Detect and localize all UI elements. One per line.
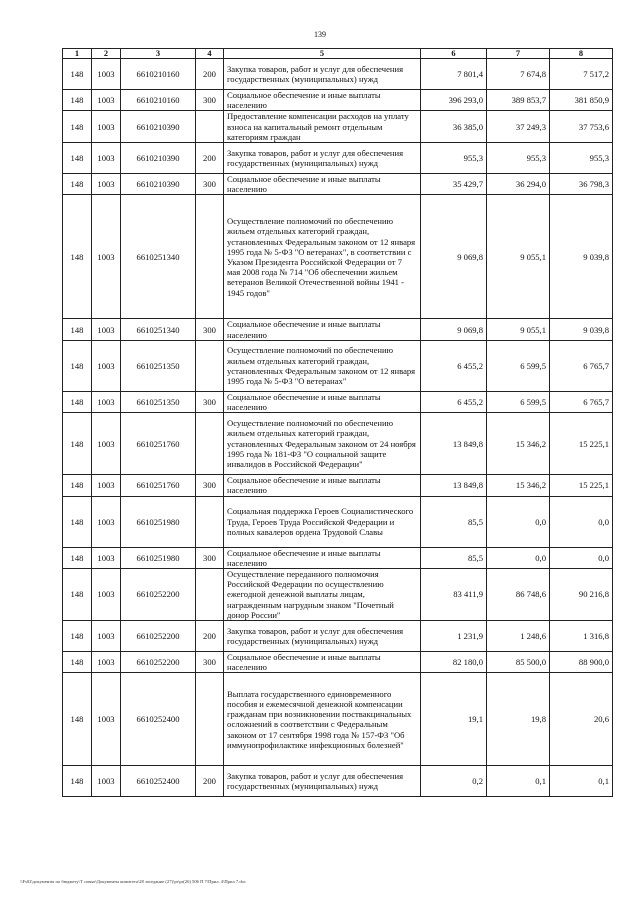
description-cell: Закупка товаров, работ и услуг для обеспечения государственных (муниципальных) нужд <box>224 59 421 90</box>
section-code-cell: 148 <box>63 59 92 90</box>
expense-type-cell <box>196 340 224 391</box>
amount-year-3-cell: 15 225,1 <box>550 413 613 475</box>
column-header: 1 <box>63 49 92 59</box>
expense-type-cell: 300 <box>196 90 224 111</box>
description-cell: Социальное обеспечение и иные выплаты населению <box>224 174 421 195</box>
expense-type-cell: 300 <box>196 547 224 568</box>
table-row <box>63 569 613 621</box>
amount-year-3-cell: 0,0 <box>550 496 613 547</box>
amount-year-2-cell: 36 294,0 <box>487 174 550 195</box>
column-header: 2 <box>92 49 121 59</box>
budget-table <box>62 48 613 797</box>
amount-year-3-cell: 381 850,9 <box>550 90 613 111</box>
expense-type-cell <box>196 195 224 319</box>
subsection-code-cell: 1003 <box>92 143 121 174</box>
column-header: 5 <box>224 49 421 59</box>
target-article-cell: 6610251980 <box>121 547 196 568</box>
table-row <box>63 90 613 111</box>
column-header: 8 <box>550 49 613 59</box>
description-cell: Предоставление компенсации расходов на уплату взноса на капитальный ремонт отдельным категориям граждан <box>224 111 421 143</box>
target-article-cell: 6610210390 <box>121 111 196 143</box>
amount-year-2-cell: 1 248,6 <box>487 621 550 652</box>
amount-year-1-cell: 1 231,9 <box>421 621 487 652</box>
amount-year-3-cell: 6 765,7 <box>550 340 613 391</box>
section-code-cell: 148 <box>63 391 92 412</box>
table-row <box>63 174 613 195</box>
amount-year-1-cell: 9 069,8 <box>421 195 487 319</box>
amount-year-3-cell: 9 039,8 <box>550 319 613 340</box>
column-header: 7 <box>487 49 550 59</box>
subsection-code-cell: 1003 <box>92 621 121 652</box>
target-article-cell: 6610252200 <box>121 621 196 652</box>
subsection-code-cell: 1003 <box>92 496 121 547</box>
target-article-cell: 6610251760 <box>121 413 196 475</box>
description-cell: Социальное обеспечение и иные выплаты населению <box>224 90 421 111</box>
expense-type-cell <box>196 673 224 766</box>
amount-year-2-cell: 15 346,2 <box>487 475 550 496</box>
target-article-cell: 6610252200 <box>121 569 196 621</box>
amount-year-1-cell: 7 801,4 <box>421 59 487 90</box>
section-code-cell: 148 <box>63 621 92 652</box>
amount-year-1-cell: 83 411,9 <box>421 569 487 621</box>
section-code-cell: 148 <box>63 475 92 496</box>
subsection-code-cell: 1003 <box>92 195 121 319</box>
section-code-cell: 148 <box>63 496 92 547</box>
subsection-code-cell: 1003 <box>92 766 121 797</box>
subsection-code-cell: 1003 <box>92 59 121 90</box>
target-article-cell: 6610251980 <box>121 496 196 547</box>
amount-year-3-cell: 15 225,1 <box>550 475 613 496</box>
amount-year-3-cell: 9 039,8 <box>550 195 613 319</box>
target-article-cell: 6610210160 <box>121 90 196 111</box>
file-path-footer: \\Fs02\документы по бюджету\Т совые\Документы комитета\28 заседание (27)\pr\pr(26) 506 П 7\Прил. 4\Прил 7.doc <box>20 879 246 884</box>
target-article-cell: 6610252400 <box>121 673 196 766</box>
amount-year-3-cell: 7 517,2 <box>550 59 613 90</box>
amount-year-1-cell: 13 849,8 <box>421 413 487 475</box>
amount-year-1-cell: 19,1 <box>421 673 487 766</box>
expense-type-cell: 300 <box>196 391 224 412</box>
section-code-cell: 148 <box>63 174 92 195</box>
amount-year-3-cell: 20,6 <box>550 673 613 766</box>
target-article-cell: 6610251340 <box>121 319 196 340</box>
expense-type-cell: 200 <box>196 621 224 652</box>
amount-year-1-cell: 0,2 <box>421 766 487 797</box>
amount-year-2-cell: 9 055,1 <box>487 195 550 319</box>
amount-year-2-cell: 19,8 <box>487 673 550 766</box>
section-code-cell: 148 <box>63 673 92 766</box>
amount-year-1-cell: 9 069,8 <box>421 319 487 340</box>
section-code-cell: 148 <box>63 319 92 340</box>
table-row <box>63 652 613 673</box>
subsection-code-cell: 1003 <box>92 413 121 475</box>
target-article-cell: 6610251350 <box>121 340 196 391</box>
section-code-cell: 148 <box>63 766 92 797</box>
amount-year-3-cell: 955,3 <box>550 143 613 174</box>
amount-year-2-cell: 0,0 <box>487 547 550 568</box>
expense-type-cell: 300 <box>196 319 224 340</box>
subsection-code-cell: 1003 <box>92 111 121 143</box>
table-row <box>63 340 613 391</box>
subsection-code-cell: 1003 <box>92 547 121 568</box>
table-row <box>63 475 613 496</box>
subsection-code-cell: 1003 <box>92 673 121 766</box>
amount-year-3-cell: 0,0 <box>550 547 613 568</box>
section-code-cell: 148 <box>63 413 92 475</box>
table-row <box>63 319 613 340</box>
description-cell: Закупка товаров, работ и услуг для обеспечения государственных (муниципальных) нужд <box>224 621 421 652</box>
target-article-cell: 6610252200 <box>121 652 196 673</box>
section-code-cell: 148 <box>63 111 92 143</box>
subsection-code-cell: 1003 <box>92 174 121 195</box>
description-cell: Социальное обеспечение и иные выплаты населению <box>224 319 421 340</box>
amount-year-3-cell: 36 798,3 <box>550 174 613 195</box>
table-row <box>63 766 613 797</box>
expense-type-cell <box>196 111 224 143</box>
column-header: 3 <box>121 49 196 59</box>
page-number: 139 <box>314 30 326 39</box>
amount-year-1-cell: 396 293,0 <box>421 90 487 111</box>
subsection-code-cell: 1003 <box>92 319 121 340</box>
expense-type-cell <box>196 413 224 475</box>
column-header: 4 <box>196 49 224 59</box>
section-code-cell: 148 <box>63 340 92 391</box>
table-row <box>63 391 613 412</box>
amount-year-2-cell: 86 748,6 <box>487 569 550 621</box>
target-article-cell: 6610210390 <box>121 174 196 195</box>
amount-year-2-cell: 7 674,8 <box>487 59 550 90</box>
amount-year-2-cell: 0,1 <box>487 766 550 797</box>
description-cell: Осуществление полномочий по обеспечению жильем отдельных категорий граждан, установленных Федеральным законом от 12 января 1995 года № 5-ФЗ "О ветеранах", в соответствии с Указом Президента Российской Федерации от 7 мая 2008 года № 714 "Об обеспечении жильем ветеранов Великой Отечественной войны 1941 - 1945 годов" <box>224 195 421 319</box>
table-row <box>63 673 613 766</box>
target-article-cell: 6610210160 <box>121 59 196 90</box>
amount-year-2-cell: 389 853,7 <box>487 90 550 111</box>
amount-year-2-cell: 955,3 <box>487 143 550 174</box>
amount-year-2-cell: 6 599,5 <box>487 340 550 391</box>
amount-year-3-cell: 6 765,7 <box>550 391 613 412</box>
target-article-cell: 6610251340 <box>121 195 196 319</box>
amount-year-1-cell: 955,3 <box>421 143 487 174</box>
amount-year-1-cell: 85,5 <box>421 547 487 568</box>
target-article-cell: 6610251350 <box>121 391 196 412</box>
subsection-code-cell: 1003 <box>92 90 121 111</box>
amount-year-2-cell: 0,0 <box>487 496 550 547</box>
expense-type-cell <box>196 496 224 547</box>
amount-year-1-cell: 82 180,0 <box>421 652 487 673</box>
description-cell: Осуществление полномочий по обеспечению жильем отдельных категорий граждан, установленных Федеральным законом от 12 января 1995 года № 5-ФЗ "О ветеранах" <box>224 340 421 391</box>
table-row <box>63 547 613 568</box>
description-cell: Социальная поддержка Героев Социалистического Труда, Героев Труда Российской Федерации и полных кавалеров ордена Трудовой Славы <box>224 496 421 547</box>
section-code-cell: 148 <box>63 569 92 621</box>
description-cell: Осуществление переданного полномочия Российской Федерации по осуществлению ежегодной денежной выплаты лицам, награжденным нагрудным знаком "Почетный донор России" <box>224 569 421 621</box>
expense-type-cell <box>196 569 224 621</box>
description-cell: Осуществление полномочий по обеспечению жильем отдельных категорий граждан, установленных Федеральным законом от 24 ноября 1995 года № 181-ФЗ "О социальной защите инвалидов в Российской Федерации" <box>224 413 421 475</box>
description-cell: Закупка товаров, работ и услуг для обеспечения государственных (муниципальных) нужд <box>224 143 421 174</box>
amount-year-3-cell: 1 316,8 <box>550 621 613 652</box>
description-cell: Закупка товаров, работ и услуг для обеспечения государственных (муниципальных) нужд <box>224 766 421 797</box>
amount-year-1-cell: 35 429,7 <box>421 174 487 195</box>
amount-year-1-cell: 85,5 <box>421 496 487 547</box>
section-code-cell: 148 <box>63 143 92 174</box>
section-code-cell: 148 <box>63 195 92 319</box>
amount-year-1-cell: 6 455,2 <box>421 391 487 412</box>
amount-year-1-cell: 6 455,2 <box>421 340 487 391</box>
table-row <box>63 111 613 143</box>
section-code-cell: 148 <box>63 90 92 111</box>
table-row <box>63 496 613 547</box>
amount-year-2-cell: 85 500,0 <box>487 652 550 673</box>
description-cell: Выплата государственного единовременного пособия и ежемесячной денежной компенсации гражданам при возникновении поствакцинальных осложнений в соответствии с Федеральным законом от 17 сентября 1998 года № 157-ФЗ "Об иммунопрофилактике инфекционных болезней" <box>224 673 421 766</box>
amount-year-3-cell: 90 216,8 <box>550 569 613 621</box>
target-article-cell: 6610252400 <box>121 766 196 797</box>
section-code-cell: 148 <box>63 547 92 568</box>
description-cell: Социальное обеспечение и иные выплаты населению <box>224 652 421 673</box>
amount-year-2-cell: 9 055,1 <box>487 319 550 340</box>
amount-year-2-cell: 6 599,5 <box>487 391 550 412</box>
subsection-code-cell: 1003 <box>92 652 121 673</box>
subsection-code-cell: 1003 <box>92 475 121 496</box>
description-cell: Социальное обеспечение и иные выплаты населению <box>224 475 421 496</box>
expense-type-cell: 300 <box>196 652 224 673</box>
amount-year-2-cell: 37 249,3 <box>487 111 550 143</box>
expense-type-cell: 300 <box>196 174 224 195</box>
expense-type-cell: 200 <box>196 59 224 90</box>
table-row <box>63 413 613 475</box>
section-code-cell: 148 <box>63 652 92 673</box>
description-cell: Социальное обеспечение и иные выплаты населению <box>224 547 421 568</box>
table-body <box>63 59 613 797</box>
column-header: 6 <box>421 49 487 59</box>
expense-type-cell: 200 <box>196 143 224 174</box>
amount-year-1-cell: 13 849,8 <box>421 475 487 496</box>
amount-year-1-cell: 36 385,0 <box>421 111 487 143</box>
table-row <box>63 621 613 652</box>
table-row <box>63 143 613 174</box>
subsection-code-cell: 1003 <box>92 391 121 412</box>
table-row <box>63 59 613 90</box>
subsection-code-cell: 1003 <box>92 569 121 621</box>
column-header-row <box>63 49 613 59</box>
target-article-cell: 6610210390 <box>121 143 196 174</box>
amount-year-3-cell: 88 900,0 <box>550 652 613 673</box>
amount-year-2-cell: 15 346,2 <box>487 413 550 475</box>
amount-year-3-cell: 0,1 <box>550 766 613 797</box>
subsection-code-cell: 1003 <box>92 340 121 391</box>
amount-year-3-cell: 37 753,6 <box>550 111 613 143</box>
table-row <box>63 195 613 319</box>
target-article-cell: 6610251760 <box>121 475 196 496</box>
description-cell: Социальное обеспечение и иные выплаты населению <box>224 391 421 412</box>
expense-type-cell: 300 <box>196 475 224 496</box>
expense-type-cell: 200 <box>196 766 224 797</box>
